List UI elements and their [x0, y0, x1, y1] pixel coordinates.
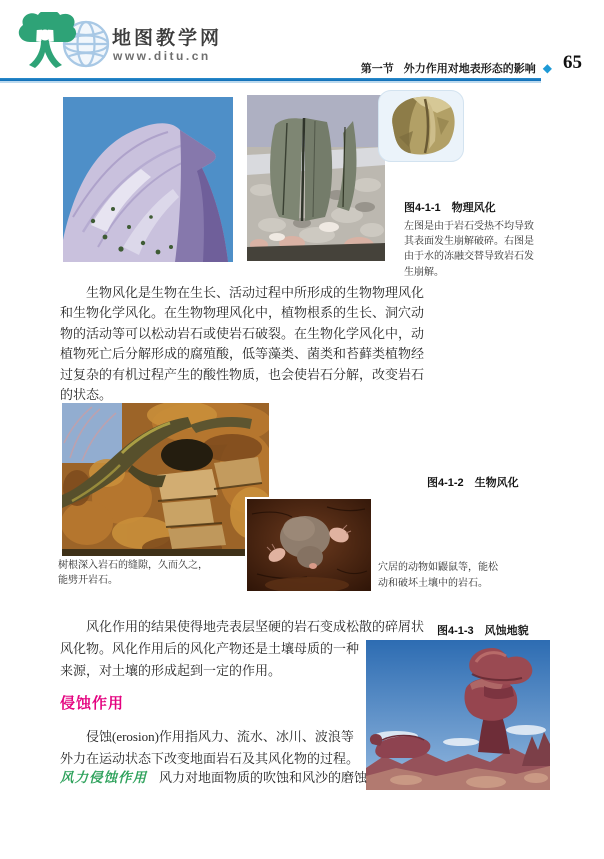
- mole-caption-line: 动和破坏土壤中的岩石。: [378, 578, 488, 589]
- figure1-title: 图4-1-1 物理风化: [404, 202, 496, 214]
- paragraph-line: 生物风化是生物在生长、活动过程中所形成的生物物理风化: [60, 285, 425, 300]
- photo-mountain-thermal-weathering: [63, 97, 233, 262]
- site-url: www.ditu.cn: [113, 49, 211, 63]
- figure1-caption-line: 左图是由于岩石受热不均导致: [404, 221, 534, 232]
- paragraph-line: 植物死亡后分解形成的腐殖酸，低等藻类、菌类和苔藓类植物经: [60, 346, 425, 362]
- photo-split-granite-boulders: [247, 95, 385, 261]
- page-number: 65: [563, 52, 582, 73]
- tree-photo-caption: [58, 558, 208, 588]
- section-label: 第一节: [360, 63, 394, 75]
- paragraph-bio-weathering: [60, 283, 424, 405]
- figure3-title: 图4-1-3 风蚀地貌: [437, 625, 529, 637]
- paragraph-line: 侵蚀(erosion)作用指风力、流水、冰川、波浪等: [60, 729, 354, 744]
- photo-tree-roots-splitting-rock: [62, 403, 269, 556]
- figure1-caption-line: 其表面发生崩解破碎。右图是: [404, 236, 534, 248]
- photo-freeze-thaw-rock: [378, 90, 464, 162]
- section-heading-erosion: 侵蚀作用: [60, 695, 125, 712]
- figure2-title: 图4-1-2 生物风化: [427, 477, 519, 489]
- tree-caption-line: 能劈开岩石。: [58, 575, 118, 586]
- photo-mole-burrowing: [245, 497, 373, 593]
- wind-erosion-line: [60, 766, 367, 786]
- paragraph-erosion-definition: [60, 726, 359, 770]
- mole-caption-line: 穴居的动物如鼹鼠等，能松: [378, 562, 498, 573]
- paragraph-line: 和生物化学风化。在生物物理风化中，植物根系的生长、洞穴动: [60, 305, 425, 321]
- paragraph-line: 来源，对土壤的形成起到一定的作用。: [60, 663, 282, 678]
- paragraph-line: 风化物。风化作用后的风化产物还是土壤母质的一种: [60, 641, 360, 656]
- site-name: 地图教学网: [112, 28, 223, 49]
- term-definition: 风力对地面物质的吹蚀和风沙的磨蚀: [159, 770, 368, 785]
- figure1-caption-line: 生崩解。: [404, 266, 444, 278]
- tree-caption-line: 树根深入岩石的缝隙，久而久之，: [58, 560, 208, 571]
- mole-photo-caption: [378, 560, 498, 592]
- breadcrumb: [0, 60, 552, 76]
- paragraph-line: 过复杂的有机过程产生的酸性物质，也会使岩石分解，改变岩石: [60, 366, 425, 382]
- section-title: 外力作用对地表形态的影响: [403, 63, 536, 75]
- figure1-caption-line: 由于水的冻融交替导致岩石发: [404, 251, 534, 263]
- term-wind-erosion: 风力侵蚀作用: [60, 770, 147, 785]
- paragraph-line: 外力在运动状态下改变地面岩石及其风化物的过程。: [60, 751, 360, 766]
- figure1-caption: [404, 219, 534, 280]
- paragraph-line: 物的活动等可以松动岩石或使岩石破裂。在生物化学风化中，动: [60, 325, 425, 341]
- paragraph-line: 的状态。: [60, 386, 113, 402]
- paragraph-line: 风化作用的结果使得地壳表层坚硬的岩石变成松散的碎屑状: [60, 619, 425, 634]
- photo-wind-eroded-balanced-rock: [366, 640, 550, 790]
- diamond-icon: ◆: [542, 61, 552, 75]
- header-rule-glow: [0, 81, 541, 83]
